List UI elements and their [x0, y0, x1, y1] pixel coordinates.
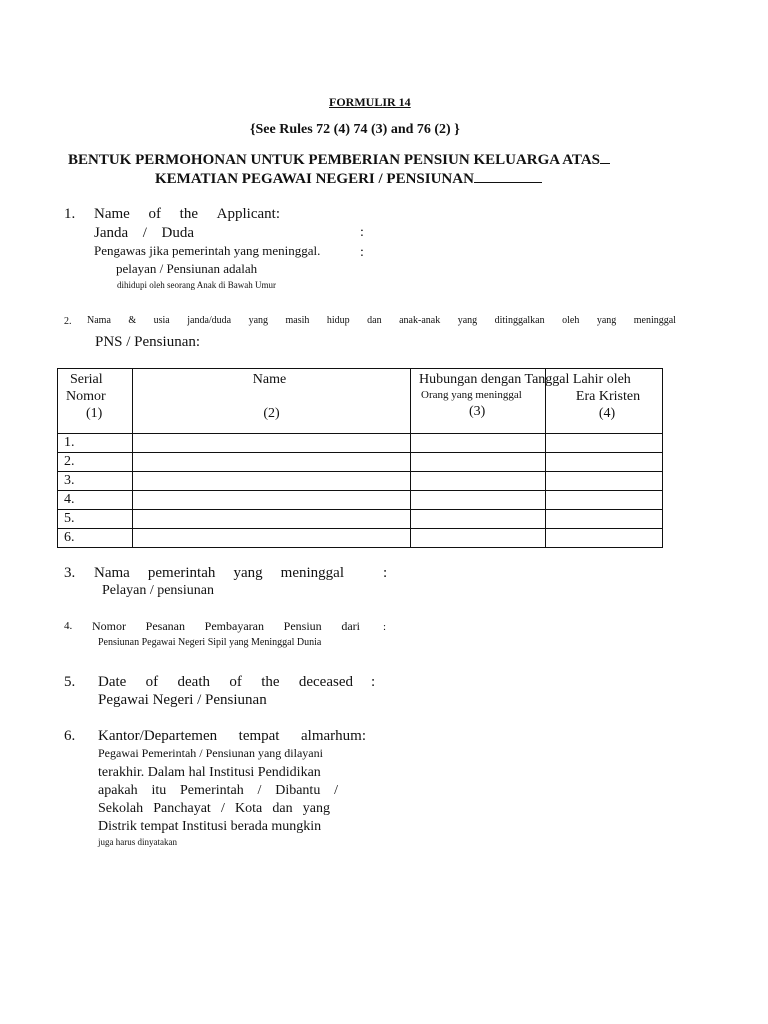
name-cell[interactable]	[133, 510, 411, 529]
relationship-cell[interactable]	[411, 453, 546, 472]
item6-heading: Kantor/Departemen tempat almarhum:	[98, 728, 366, 744]
row-number: 3.	[58, 472, 133, 491]
table-row	[58, 491, 663, 510]
item1-line3: Pengawas jika pemerintah yang meninggal.	[94, 243, 321, 258]
relationship-cell[interactable]	[411, 472, 546, 491]
item4-heading: Nomor Pesanan Pembayaran Pensiun dari	[92, 619, 360, 633]
item1-colon-2: :	[360, 245, 364, 260]
item2-heading: Nama & usia janda/duda yang masih hidup dan anak-anak yang ditinggalkan oleh yang meninggal	[87, 315, 676, 326]
table-row	[58, 472, 663, 491]
item6-line7: juga harus dinyatakan	[98, 837, 177, 847]
relationship-cell[interactable]	[411, 491, 546, 510]
item6-line6: Distrik tempat Institusi berada mungkin	[98, 819, 322, 834]
birthdate-cell[interactable]	[546, 510, 663, 529]
item1-heading: Name of the Applicant:	[94, 206, 280, 222]
birthdate-cell[interactable]	[546, 453, 663, 472]
item2-number: 2.	[64, 316, 72, 327]
item5-heading: Date of death of the deceased	[98, 674, 353, 690]
name-cell[interactable]	[133, 472, 411, 491]
item1-line4: pelayan / Pensiunan adalah	[116, 261, 258, 276]
item1-line5: dihidupi oleh seorang Anak di Bawah Umur	[117, 280, 276, 290]
table-row	[58, 434, 663, 453]
item2-line2: PNS / Pensiunan:	[95, 334, 201, 350]
row-number: 2.	[58, 453, 133, 472]
document-title-line1: BENTUK PERMOHONAN UNTUK PEMBERIAN PENSIUN KELUARGA ATAS	[68, 150, 610, 169]
relationship-cell[interactable]	[411, 529, 546, 548]
birthdate-cell[interactable]	[546, 529, 663, 548]
item6-line2: Pegawai Pemerintah / Pensiunan yang dilayani	[98, 746, 323, 760]
item6-number: 6.	[64, 728, 76, 744]
name-cell[interactable]	[133, 453, 411, 472]
item6-line4: apakah itu Pemerintah / Dibantu /	[98, 783, 338, 798]
item3-colon: :	[383, 565, 388, 581]
item4-colon: :	[383, 621, 387, 633]
table-row	[58, 453, 663, 472]
item5-colon: :	[371, 674, 376, 690]
rules-reference: {See Rules 72 (4) 74 (3) and 76 (2) }	[250, 122, 460, 137]
name-cell[interactable]	[133, 529, 411, 548]
table-header-row	[58, 369, 663, 434]
birthdate-cell[interactable]	[546, 491, 663, 510]
item3-line2: Pelayan / pensiunan	[102, 583, 214, 598]
row-number: 1.	[58, 434, 133, 453]
item5-number: 5.	[64, 674, 76, 690]
item6-line3: terakhir. Dalam hal Institusi Pendidikan	[98, 765, 321, 780]
item4-line2: Pensiunan Pegawai Negeri Sipil yang Meninggal Dunia	[98, 637, 322, 648]
header-relationship: Hubungan dengan Tanggal Lahir oleh Orang yang meninggal (3)	[411, 369, 546, 434]
item1-janda-duda: Janda / Duda	[94, 225, 194, 241]
document-title-line2: KEMATIAN PEGAWAI NEGERI / PENSIUNAN	[155, 169, 542, 188]
table-row	[58, 510, 663, 529]
row-number: 6.	[58, 529, 133, 548]
header-serial: Serial Nomor (1)	[58, 369, 133, 434]
header-name: Name (2)	[133, 369, 411, 434]
row-number: 4.	[58, 491, 133, 510]
form-number: FORMULIR 14	[329, 95, 411, 109]
row-number: 5.	[58, 510, 133, 529]
relationship-cell[interactable]	[411, 510, 546, 529]
item3-heading: Nama pemerintah yang meninggal	[94, 565, 344, 581]
item1-number: 1.	[64, 206, 76, 222]
name-cell[interactable]	[133, 491, 411, 510]
item3-number: 3.	[64, 565, 76, 581]
item5-line2: Pegawai Negeri / Pensiunan	[98, 692, 267, 708]
survivors-table	[57, 368, 663, 548]
item4-number: 4.	[64, 620, 73, 632]
relationship-cell[interactable]	[411, 434, 546, 453]
name-cell[interactable]	[133, 434, 411, 453]
header-birthdate: Era Kristen (4)	[546, 369, 663, 434]
table-row	[58, 529, 663, 548]
birthdate-cell[interactable]	[546, 434, 663, 453]
item6-line5: Sekolah Panchayat / Kota dan yang	[98, 801, 330, 816]
item1-colon-1: :	[360, 225, 364, 240]
birthdate-cell[interactable]	[546, 472, 663, 491]
